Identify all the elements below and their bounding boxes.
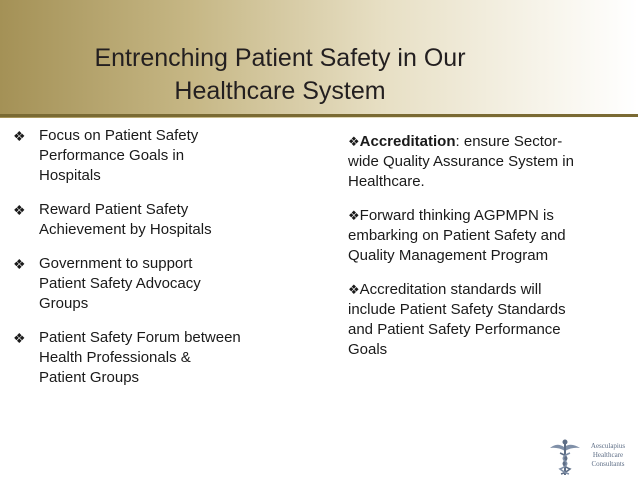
company-logo (548, 438, 632, 476)
diamond-bullet-icon: ❖ (13, 256, 26, 272)
bullet-text: Patient Safety Forum between Health Professionals & Patient Groups (39, 329, 241, 386)
bullet-text: Focus on Patient Safety Performance Goals in Hospitals (39, 127, 199, 184)
slide-title-line-1: Entrenching Patient Safety in Our (94, 44, 466, 72)
bullet-text: Accreditation standards will include Patient Safety Standards and Patient Safety Performance Goals (348, 281, 566, 358)
header-divider (0, 114, 638, 117)
diamond-bullet-icon: ❖ (13, 202, 26, 218)
caduceus-icon (548, 438, 582, 476)
diamond-bullet-icon: ❖ (348, 208, 360, 223)
bullet-text: : ensure Sector- wide Quality Assurance System in Healthcare. (348, 133, 574, 190)
slide-title-line-2: Healthcare System (174, 77, 386, 105)
slide-title (40, 42, 520, 108)
left-bullet-item (13, 328, 298, 388)
bullet-text: Reward Patient Safety Achievement by Hospitals (39, 201, 212, 238)
left-bullet-item (13, 254, 298, 314)
bullet-text: Forward thinking AGPMPN is embarking on Patient Safety and Quality Management Program (348, 207, 566, 264)
right-bullet-item (348, 206, 628, 266)
logo-text: Aesculapius Healthcare Consultants (590, 442, 626, 468)
diamond-bullet-icon: ❖ (348, 282, 360, 297)
left-bullet-list (13, 126, 298, 402)
diamond-bullet-icon: ❖ (13, 128, 26, 144)
left-bullet-item (13, 200, 298, 240)
right-bullet-list (348, 132, 628, 374)
right-bullet-item (348, 132, 628, 192)
right-bullet-item (348, 280, 628, 360)
bullet-bold-term: Accreditation (359, 133, 456, 150)
diamond-bullet-icon: ❖ (348, 134, 360, 149)
left-bullet-item (13, 126, 298, 186)
bullet-text: Government to support Patient Safety Advocacy Groups (39, 255, 201, 312)
diamond-bullet-icon: ❖ (13, 330, 26, 346)
